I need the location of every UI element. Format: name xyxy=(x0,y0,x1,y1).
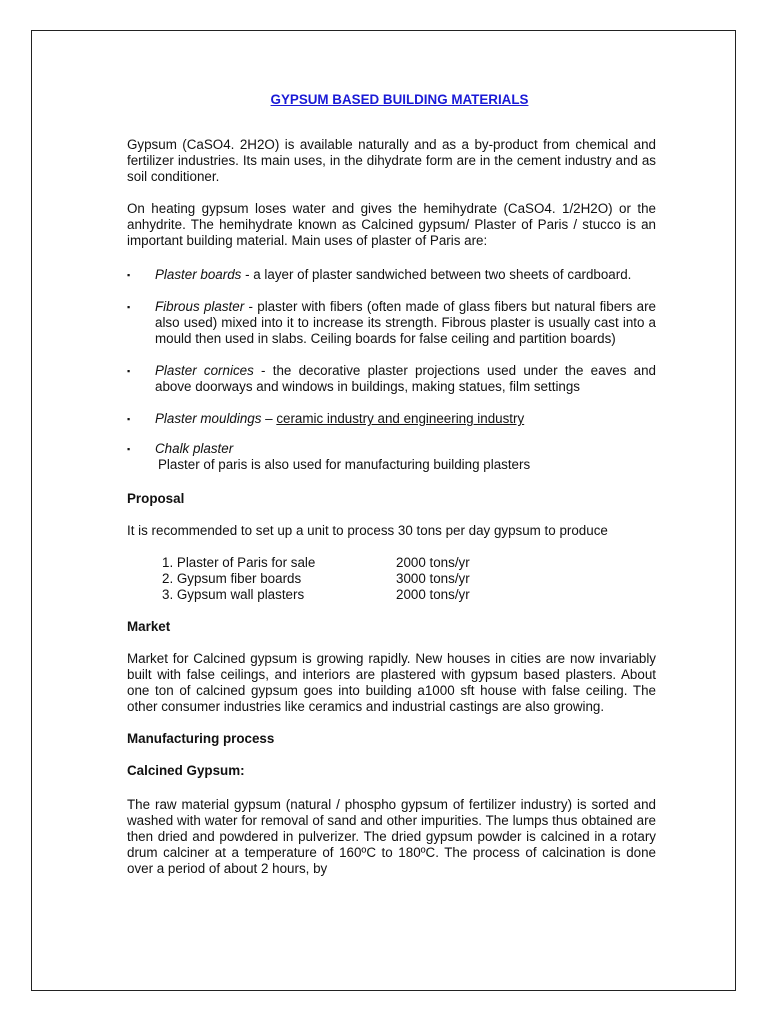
product-list xyxy=(162,555,656,603)
product-quantity: 2000 tons/yr xyxy=(396,555,470,570)
use-term: Chalk plaster xyxy=(155,441,234,456)
use-term: Plaster cornices xyxy=(155,363,254,378)
use-description: ceramic industry and engineering industry xyxy=(276,411,525,426)
use-description: the decorative plaster projections used under the eaves and above doorways and windows in buildings, making statues, film settings xyxy=(155,363,656,394)
list-item: ▪ Plaster mouldings – ceramic industry and engineering industry xyxy=(127,411,525,426)
bullet-icon: ▪ xyxy=(127,444,131,454)
heating-paragraph: On heating gypsum loses water and gives the hemihydrate (CaSO4. 1/2H2O) or the anhydrite. The hemihydrate known as Calcined gypsum/ Plaster of Paris / stucco is an important building material. Main uses of plaster of Paris are: xyxy=(127,201,656,248)
list-item: ▪ Plaster cornices - the decorative plaster projections used under the eaves and above doorways and windows in buildings, making statues, film settings xyxy=(127,363,656,394)
market-paragraph: Market for Calcined gypsum is growing rapidly. New houses in cities are now invariably built with false ceilings, and interiors are plastered with gypsum based plasters. About one ton of calcined gypsum goes into building a1000 sft house with false ceiling. The other consumer industries like ceramics and industrial castings are also growing. xyxy=(127,651,656,714)
product-quantity: 2000 tons/yr xyxy=(396,587,470,602)
use-term: Plaster mouldings xyxy=(155,411,262,426)
list-item: ▪ Fibrous plaster - plaster with fibers (often made of glass fibers but natural fibers are also used) mixed into it to increase its strength. Fibrous plaster is usually cast into a mould then used in slabs. Ceiling boards for false ceiling and partition boards) xyxy=(127,299,656,346)
use-description: plaster with fibers (often made of glass fibers but natural fibers are also used) mixed into it to increase its strength. Fibrous plaster is usually cast into a mould then used in slabs. Ceiling boards for false ceiling and partition boards) xyxy=(155,299,656,346)
product-name: 3. Gypsum wall plasters xyxy=(162,587,305,602)
product-row xyxy=(162,587,656,603)
use-term: Plaster boards xyxy=(155,267,242,282)
intro-paragraph: Gypsum (CaSO4. 2H2O) is available naturally and as a by-product from chemical and fertilizer industries. Its main uses, in the dihydrate form are in the cement industry and as soil conditioner. xyxy=(127,137,656,184)
bullet-icon: ▪ xyxy=(127,366,131,376)
bullet-icon: ▪ xyxy=(127,270,131,280)
manufacturing-paragraph: The raw material gypsum (natural / phospho gypsum of fertilizer industry) is sorted and washed with water for removal of sand and other impurities. The lumps thus obtained are then dried and powdered in pulverizer. The dried gypsum powder is calcined in a rotary drum calciner at a temperature of 160ºC to 180ºC. The process of calcination is done over a period of about 2 hours, by xyxy=(127,797,656,876)
manufacturing-heading: Manufacturing process xyxy=(127,731,275,746)
document-content xyxy=(127,92,656,893)
use-description: Plaster of paris is also used for manufacturing building plasters xyxy=(158,457,531,472)
list-item: ▪ Plaster boards - a layer of plaster sandwiched between two sheets of cardboard. xyxy=(127,267,632,282)
market-heading: Market xyxy=(127,619,171,634)
list-item xyxy=(127,441,656,473)
product-row xyxy=(162,555,656,571)
product-quantity: 3000 tons/yr xyxy=(396,571,470,586)
product-name: 2. Gypsum fiber boards xyxy=(162,571,302,586)
use-term: Fibrous plaster xyxy=(155,299,245,314)
proposal-heading: Proposal xyxy=(127,491,185,506)
bullet-icon: ▪ xyxy=(127,302,131,312)
proposal-paragraph: It is recommended to set up a unit to process 30 tons per day gypsum to produce xyxy=(127,523,608,538)
plaster-uses-list xyxy=(127,267,656,473)
product-name: 1. Plaster of Paris for sale xyxy=(162,555,316,570)
use-description: a layer of plaster sandwiched between two sheets of cardboard. xyxy=(253,267,632,282)
document-title: GYPSUM BASED BUILDING MATERIALS xyxy=(270,92,529,107)
bullet-icon: ▪ xyxy=(127,414,131,424)
product-row xyxy=(162,571,656,587)
calcined-gypsum-heading: Calcined Gypsum: xyxy=(127,763,245,778)
